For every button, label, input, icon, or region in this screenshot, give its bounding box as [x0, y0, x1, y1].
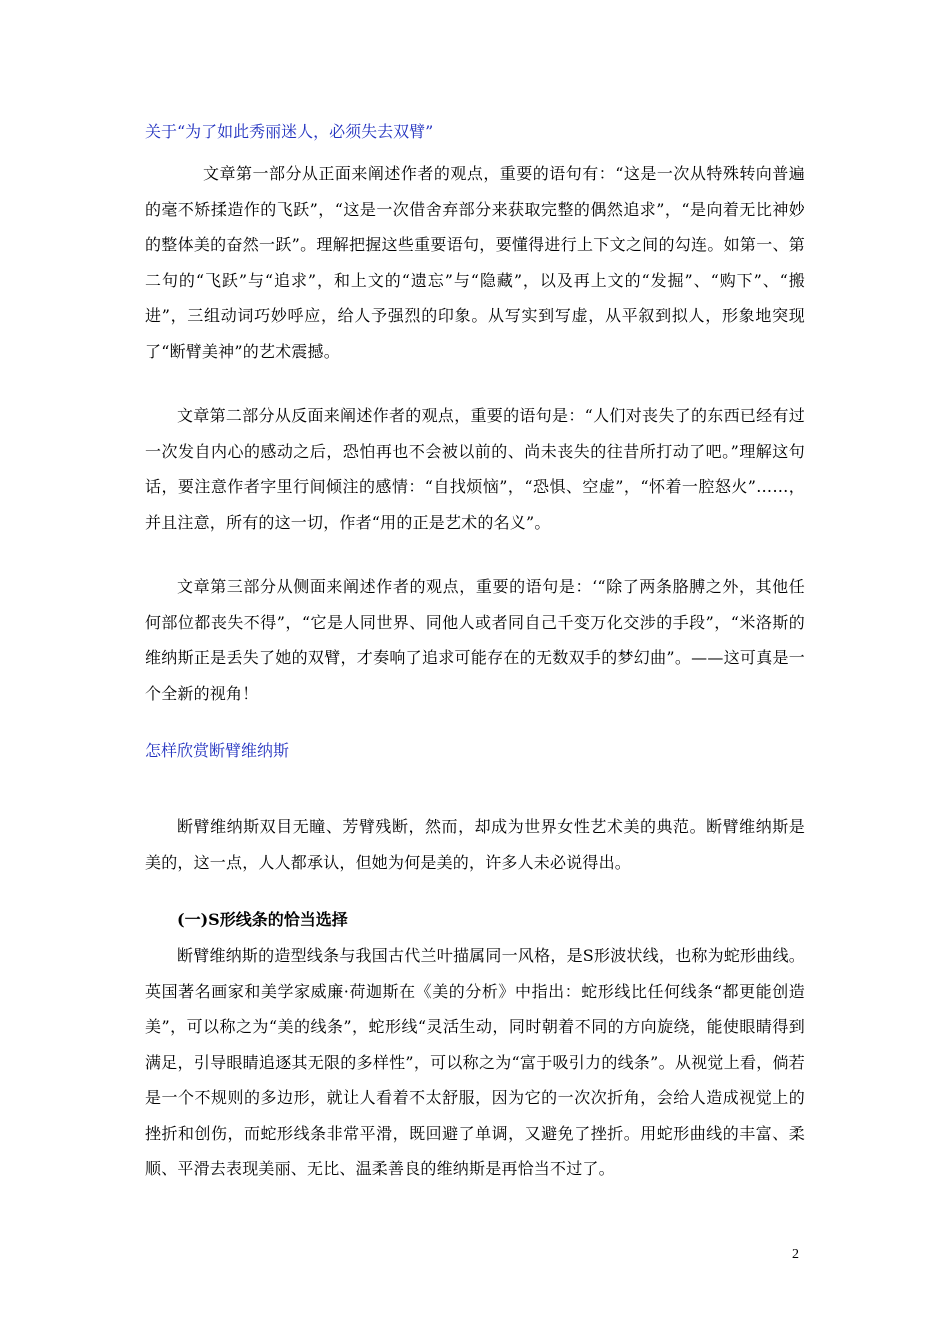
paragraph-part-one: 文章第一部分从正面来阐述作者的观点，重要的语句有：“这是一次从特殊转向普遍的毫不矫揉造作的飞跃”，“这是一次借舍弃部分来获取完整的偶然追求”，“是向着无比神妙的整体美的奋然一跃”。理解把握这些重要语句，要懂得进行上下文之间的勾连。如第一、第二句的“飞跃”与“追求”，和上文的“遗忘”与“隐藏”，以及再上文的“发掘”、“购下”、“搬进”，三组动词巧妙呼应，给人予强烈的印象。从写实到写虚，从平叙到拟人，形象地突现了“断臂美神”的艺术震撼。	[145, 164, 805, 361]
paragraph-part-two: 文章第二部分从反面来阐述作者的观点，重要的语句是：“人们对丧失了的东西已经有过一次发自内心的感动之后，恐怕再也不会被以前的、尚未丧失的往昔所打动了吧。”理解这句话，要注意作者字里行间倾注的感情：“自找烦恼”，“恐惧、空虚”，“怀着一腔怒火”……，并且注意，所有的这一切，作者“用的正是艺术的名义”。	[145, 406, 805, 532]
paragraph-part-three: 文章第三部分从侧面来阐述作者的观点，重要的语句是：‘“除了两条胳膊之外，其他任何部位都丧失不得”，“它是人同世界、同他人或者同自己千变万化交涉的手段”，“米洛斯的维纳斯正是丢失了她的双臂，才奏响了追求可能存在的无数双手的梦幻曲”。——这可真是一个全新的视角！	[145, 577, 805, 703]
page-number: 2	[792, 1247, 799, 1262]
paragraph-venus-intro: 断臂维纳斯双目无瞳、芳臂残断，然而，却成为世界女性艺术美的典范。断臂维纳斯是美的，这一点，人人都承认，但她为何是美的，许多人未必说得出。	[145, 817, 805, 872]
section-heading-appreciate-venus: 怎样欣赏断臂维纳斯	[145, 741, 290, 760]
subheading-s-curve: (一)S形线条的恰当选择	[177, 910, 348, 929]
section-heading-venus-arms: 关于“为了如此秀丽迷人，必须失去双臂”	[145, 122, 434, 141]
paragraph-s-curve: 断臂维纳斯的造型线条与我国古代兰叶描属同一风格，是S形波状线，也称为蛇形曲线。英国著名画家和美学家威廉·荷迦斯在《美的分析》中指出：蛇形线比任何线条“都更能创造美”，可以称之为“美的线条”，蛇形线“灵活生动，同时朝着不同的方向旋绕，能使眼睛得到满足，引导眼睛追逐其无限的多样性”，可以称之为“富于吸引力的线条”。从视觉上看，倘若是一个不规则的多边形，就让人看着不太舒服，因为它的一次次折角，会给人造成视觉上的挫折和创伤，而蛇形线条非常平滑，既回避了单调，又避免了挫折。用蛇形曲线的丰富、柔顺、平滑去表现美丽、无比、温柔善良的维纳斯是再恰当不过了。	[145, 946, 805, 1178]
